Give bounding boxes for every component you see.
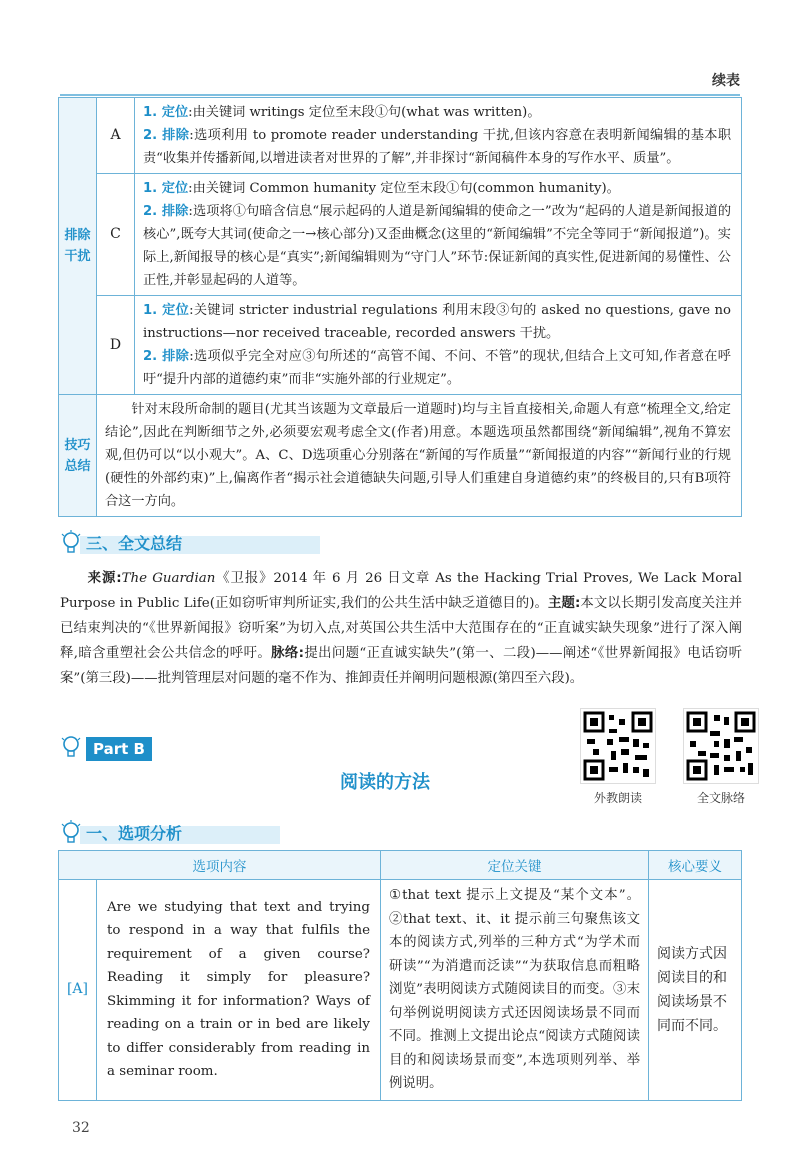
table-row — [59, 98, 742, 174]
option-label: D — [97, 296, 135, 395]
category-label: 技巧总结 — [64, 437, 91, 474]
column-header: 选项内容 — [59, 851, 381, 880]
theme-label: 主题: — [548, 596, 581, 611]
keyword: 2. 排除 — [143, 204, 189, 219]
qr-label: 外教朗读 — [594, 791, 643, 805]
logic-label: 脉络: — [271, 646, 304, 661]
continued-label: 续表 — [712, 73, 740, 89]
column-header: 核心要义 — [649, 851, 742, 880]
section-heading — [60, 818, 360, 848]
page-number: 32 — [72, 1120, 90, 1136]
option-analysis — [135, 98, 742, 174]
keyword: 2. 排除 — [143, 128, 190, 143]
option-label: A — [97, 98, 135, 174]
source-text: 《卫报》2014 年 6 月 26 日文章 As the Hacking Trial Proves, We Lack Moral Purpose in Public Life(正如窃听审判所证实,我们的公共生活中缺乏道德目的)。 — [60, 571, 742, 611]
category-cell — [59, 98, 97, 395]
option-analysis — [135, 174, 742, 296]
lightbulb-icon — [60, 530, 82, 556]
top-rule — [60, 94, 740, 96]
part-b-badge: Part B — [86, 737, 152, 761]
category-cell — [59, 395, 97, 517]
option-label: C — [97, 174, 135, 296]
summary-paragraph — [60, 566, 742, 691]
table-row — [59, 880, 742, 1101]
locating-key: ①that text 提示上文提及“某个文本”。②that text、it、it 提示前三句聚焦该文本的阅读方式,列举的三种方式“为学术而研读”“为消遣而泛读”“为获取信息而粗略浏览”表明阅读方式随阅读目的而变。③末句举例说明阅读方式还因阅读场景不同而不同。推测上文提出论点“阅读方式随阅读目的和阅读场景而变”,本选项则列举、举例说明。 — [381, 880, 649, 1101]
keyword: 2. 排除 — [143, 349, 190, 364]
analysis-text: :由关键词 writings 定位至末段①句(what was written)。 — [188, 105, 541, 120]
option-content: Are we studying that text and trying to respond in a way that fulfils the requirement of a given course? Reading it simply for pleasure? Skimming it for information? Ways of reading on a train or in bed are likely to differ considerably from reading in a seminar room. — [97, 880, 381, 1101]
source-publication: The Guardian — [121, 571, 216, 586]
keyword: 1. 定位 — [143, 181, 189, 196]
section-title: 一、选项分析 — [86, 824, 183, 843]
column-header: 定位关键 — [381, 851, 649, 880]
theme-text: 本文以长期引发高度关注并已结束判决的“《世界新闻报》窃听案”为切入点,对英国公共生活中大范围存在的“正直诚实缺失现象”进行了深入阐释,暗含重塑社会公共信念的呼吁。 — [60, 596, 743, 661]
analysis-text: :选项利用 to promote reader understanding 干扰,但该内容意在表明新闻编辑的基本职责“收集并传播新闻,以增进读者对世界的了解”,并非探讨“新闻稿件本身的写作水平、质量”。 — [143, 128, 732, 166]
table-row — [59, 395, 742, 517]
table-row — [59, 174, 742, 296]
lightbulb-icon — [60, 734, 82, 760]
section-heading — [60, 528, 360, 558]
table-row — [59, 296, 742, 395]
option-label: [A] — [59, 880, 97, 1101]
keyword: 1. 定位 — [143, 303, 190, 318]
qr-code-icon[interactable] — [683, 708, 759, 784]
analysis-text: :选项将①句暗含信息“展示起码的人道是新闻编辑的使命之一”改为“起码的人道是新闻报道的核心”,既夸大其词(使命之一→核心部分)又歪曲概念(这里的“新闻编辑”不完全等同于“新闻报道”)。实际上,新闻报导的核心是“真实”;新闻编辑则为“守门人”环节:保证新闻的真实性,促进新闻的易懂性、公正性,并彰显起码的人道等。 — [143, 204, 732, 288]
section-title: 三、全文总结 — [86, 534, 183, 553]
option-analysis-table — [58, 850, 742, 1101]
analysis-table — [58, 97, 742, 517]
qr-code-icon[interactable] — [580, 708, 656, 784]
analysis-text: :关键词 stricter industrial regulations 利用末段③句的 asked no questions, gave no instructions—nor received traceable, recorded answers 干扰。 — [143, 303, 731, 341]
analysis-text: :由关键词 Common humanity 定位至末段①句(common humanity)。 — [188, 181, 620, 196]
option-analysis — [135, 296, 742, 395]
lightbulb-icon — [60, 820, 82, 846]
keyword: 1. 定位 — [143, 105, 189, 120]
source-label: 来源: — [86, 571, 122, 586]
passage-title: 阅读的方法 — [340, 772, 430, 793]
analysis-text: :选项似乎完全对应③句所述的“高管不闻、不问、不管”的现状,但结合上文可知,作者意在呼吁“提升内部的道德约束”而非“实施外部的行业规定”。 — [143, 349, 731, 387]
table-header-row — [59, 851, 742, 880]
category-label: 排除干扰 — [64, 228, 91, 264]
logic-text: 提出问题“正直诚实缺失”(第一、二段)——阐述“《世界新闻报》电话窃听案”(第三段)——批判管理层对问题的毫不作为、推卸责任并阐明问题根源(第四至六段)。 — [60, 646, 742, 686]
core-meaning: 阅读方式因阅读目的和阅读场景不同而不同。 — [649, 880, 742, 1101]
qr-label: 全文脉络 — [697, 791, 746, 805]
tips-text: 针对末段所命制的题目(尤其当该题为文章最后一道题时)均与主旨直接相关,命题人有意“梳理全文,给定结论”,因此在判断细节之外,必须要宏观考虑全文(作者)用意。本题选项虽然都围绕“新闻编辑”,视角不算宏观,但仍可以“以小观大”。A、C、D选项重心分别落在“新闻的写作质量”“新闻报道的内容”“新闻行业的行规(硬性的外部约束)”上,偏离作者“揭示社会道德缺失问题,引导人们重建自身道德约束”的终极目的,只有B项符合这一方向。 — [97, 395, 742, 517]
